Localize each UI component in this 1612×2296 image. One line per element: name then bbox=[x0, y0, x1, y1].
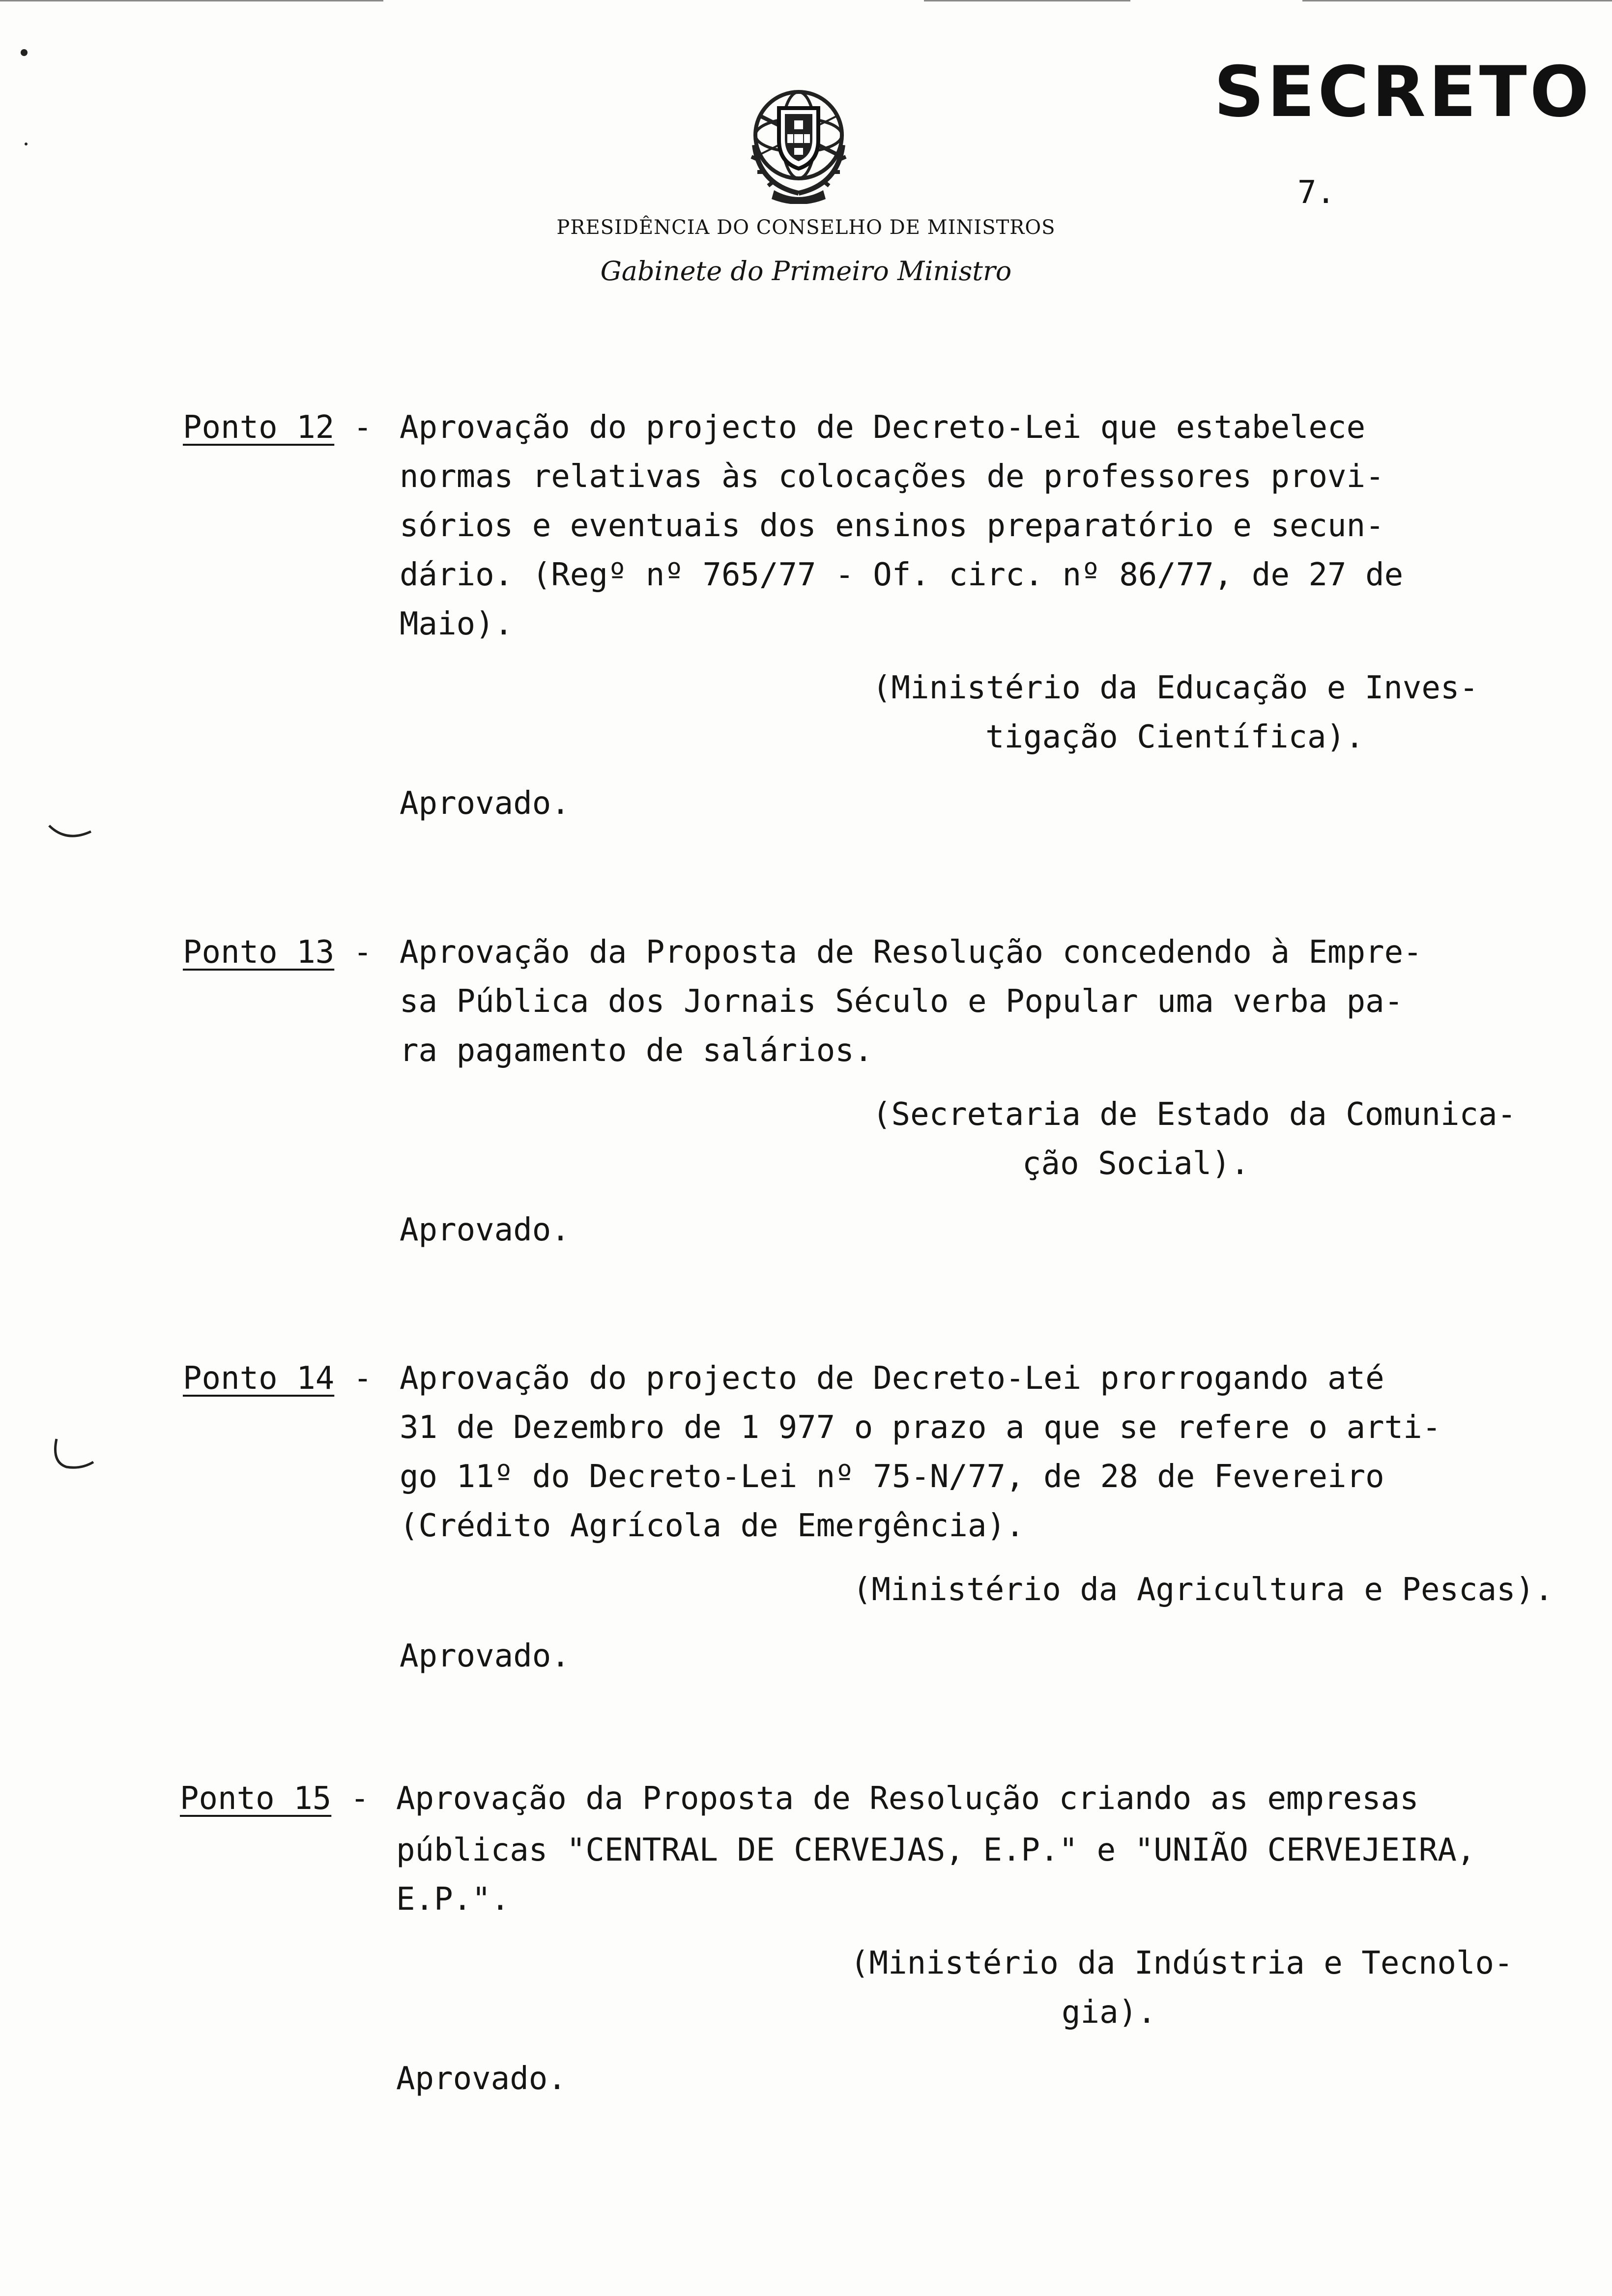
item-text-line: sa Pública dos Jornais Século e Popular uma verba pa- bbox=[400, 983, 1404, 1020]
ministry-line: (Secretaria de Estado da Comunica- bbox=[872, 1096, 1517, 1133]
item-text-line: sórios e eventuais dos ensinos preparatório e secun- bbox=[400, 508, 1384, 544]
item-text-line: Maio). bbox=[400, 606, 514, 642]
item-separator: - bbox=[353, 934, 373, 971]
item-text-line: públicas "CENTRAL DE CERVEJAS, E.P." e "UNIÃO CERVEJEIRA, bbox=[396, 1832, 1476, 1868]
item-text-line: Aprovação do projecto de Decreto-Lei prorrogando até bbox=[400, 1360, 1384, 1397]
item-label bbox=[180, 1774, 369, 1823]
item-text-line: E.P.". bbox=[396, 1881, 510, 1918]
margin-tick-mark bbox=[47, 821, 96, 845]
scan-speck bbox=[25, 143, 28, 145]
item-number: Ponto 12 bbox=[183, 409, 335, 446]
decision-text: Aprovado. bbox=[396, 2061, 567, 2097]
item-text-line: dário. (Regº nº 765/77 - Of. circ. nº 86/77, de 27 de bbox=[400, 557, 1404, 593]
ministry-line: ção Social). bbox=[1022, 1146, 1250, 1182]
scan-edge-line bbox=[0, 0, 383, 1]
item-number: Ponto 15 bbox=[180, 1780, 332, 1817]
item-text-line: Aprovação da Proposta de Resolução criando as empresas bbox=[396, 1780, 1419, 1817]
page-number: 7. bbox=[1297, 174, 1336, 211]
decision-text: Aprovado. bbox=[400, 1212, 570, 1248]
coat-of-arms-icon bbox=[740, 81, 858, 204]
item-label bbox=[183, 1354, 372, 1403]
item-text-line: (Crédito Agrícola de Emergência). bbox=[400, 1508, 1025, 1544]
item-label bbox=[183, 403, 372, 452]
item-text-line: go 11º do Decreto-Lei nº 75-N/77, de 28 de Fevereiro bbox=[400, 1459, 1384, 1495]
ministry-line: (Ministério da Educação e Inves- bbox=[872, 670, 1478, 706]
item-separator: - bbox=[353, 409, 373, 446]
decision-text: Aprovado. bbox=[400, 1638, 570, 1674]
item-separator: - bbox=[353, 1360, 373, 1397]
item-text-line: Aprovação da Proposta de Resolução concedendo à Empre- bbox=[400, 934, 1422, 971]
scan-speck bbox=[21, 49, 28, 56]
ministry-line: (Ministério da Agricultura e Pescas). bbox=[853, 1572, 1554, 1608]
classification-stamp: SECRETO bbox=[1214, 52, 1592, 133]
item-number: Ponto 14 bbox=[183, 1360, 335, 1397]
ministry-line: gia). bbox=[1062, 1994, 1156, 2031]
item-label bbox=[183, 928, 372, 977]
scan-edge-line bbox=[1302, 0, 1612, 1]
item-separator: - bbox=[350, 1780, 370, 1817]
ministry-line: (Ministério da Indústria e Tecnolo- bbox=[850, 1945, 1513, 1981]
item-text-line: ra pagamento de salários. bbox=[400, 1033, 873, 1069]
institution-name: PRESIDÊNCIA DO CONSELHO DE MINISTROS bbox=[556, 216, 1056, 239]
item-text-line: normas relativas às colocações de professores provi- bbox=[400, 459, 1384, 495]
office-name: Gabinete do Primeiro Ministro bbox=[600, 256, 1012, 287]
item-text-line: Aprovação do projecto de Decreto-Lei que estabelece bbox=[400, 409, 1366, 446]
scan-edge-line bbox=[924, 0, 1130, 1]
margin-tick-mark bbox=[52, 1435, 101, 1474]
item-number: Ponto 13 bbox=[183, 934, 335, 971]
decision-text: Aprovado. bbox=[400, 785, 570, 822]
item-text-line: 31 de Dezembro de 1 977 o prazo a que se refere o arti- bbox=[400, 1409, 1441, 1446]
ministry-line: tigação Científica). bbox=[985, 719, 1364, 755]
